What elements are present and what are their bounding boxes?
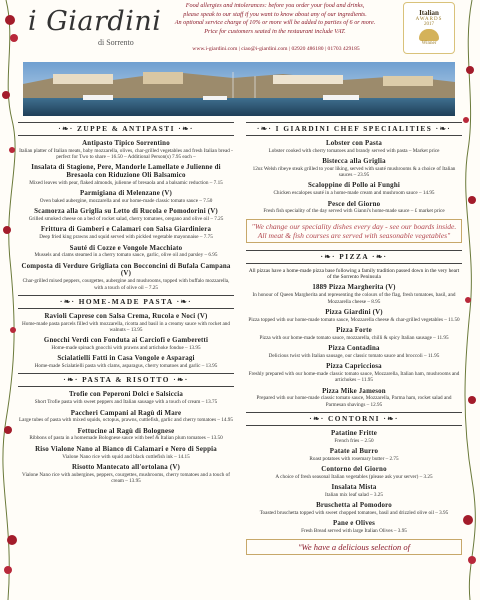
menu-item bbox=[18, 410, 234, 424]
dish-name: Ravioli Caprese con Salsa Crema, Rucola e Noci (V) bbox=[44, 312, 208, 320]
dish-name: Patate al Burro bbox=[329, 448, 379, 456]
menu-item bbox=[246, 345, 462, 359]
award-line: Italian bbox=[419, 9, 439, 17]
dish-name: Sauté di Cozze e Vongole Macchiato bbox=[69, 244, 183, 252]
menu-item bbox=[246, 430, 462, 444]
menu-item bbox=[246, 388, 462, 408]
dish-name: 1889 Pizza Margherita (V) bbox=[312, 284, 396, 292]
dish-description: Vialone Nano rice with squid and black cuttlefish ink – 14.15 bbox=[62, 453, 190, 460]
dish-name: Bistecca alla Griglia bbox=[322, 158, 386, 166]
dessert-teaser-box: "We have a delicious selection of bbox=[246, 539, 462, 555]
menu-item bbox=[246, 363, 462, 383]
dish-description: Home-made spinach gnocchi with prawns and artichoke fondue – 13.95 bbox=[51, 345, 201, 352]
section-title-pizza: ·❧· PIZZA ·❧· bbox=[246, 250, 462, 264]
dish-name: Pizza Forte bbox=[336, 326, 372, 334]
allergy-notice bbox=[146, 2, 404, 36]
dish-description: Vialone Nano rice with aubergines, peppers, courgettes, mushrooms, cherry tomatoes and a touch of cream – 13.95 bbox=[22, 471, 230, 484]
dish-name: Insalata di Stagione, Pere, Mandorle Lamellate e Julienne di Bresaola con Riduzione Oli Balsamico bbox=[31, 164, 221, 180]
menu-item bbox=[246, 466, 462, 480]
dish-name: Paccheri Campani al Ragù di Mare bbox=[70, 409, 182, 417]
menu-item bbox=[246, 448, 462, 462]
dish-name: Gnocchi Verdi con Fonduta ai Carciofi e Gamberetti bbox=[43, 337, 209, 345]
dish-description: Lobster cooked with cherry tomatoes and brandy served with pasta – Market price bbox=[268, 147, 440, 154]
dish-description: A choice of fresh seasonal Italian vegetables (please ask your server) – 3.25 bbox=[275, 473, 433, 480]
dish-description: Italian platter of Italian meats, baby mozzarella, olives, char-grilled vegetables and fresh Italian bread - perfect for Two to share – 16.50 – Additional Person(s) 7.95 each – bbox=[19, 147, 233, 161]
left-column bbox=[18, 120, 234, 488]
dish-description: Home-made Scialatielli pasta with clams, asparagus, cherry tomatoes and garlic – 13.95 bbox=[34, 363, 218, 370]
dish-name: Risotto Mantecato all'ortolana (V) bbox=[71, 463, 181, 471]
dish-description: Oven baked aubergine, mozzarella and our home-made classic tomato sauce – 7.50 bbox=[39, 198, 213, 205]
dish-description: Home-made pasta parcels filled with mozzarella, ricotta and basil in a creamy sauce with rocket and walnuts – 13.95 bbox=[22, 320, 230, 333]
dish-name: Composta di Verdure Grigliata con Bocconcini di Bufala Campana (V) bbox=[21, 262, 231, 278]
medal-icon bbox=[419, 29, 439, 41]
menu-item bbox=[18, 164, 234, 186]
menu-item bbox=[246, 158, 462, 178]
dish-name: Lobster con Pasta bbox=[325, 140, 383, 147]
dish-description: Fresh fish speciality of the day served with Gianni's home-made sauce – £ market price bbox=[263, 208, 445, 215]
dish-description: Mussels and clams steamed in a cherry tomato sauce, garlic, olive oil and parsley – 6.95 bbox=[34, 252, 218, 259]
dish-description: Roast potatoes with rosemary butter – 2.75 bbox=[309, 455, 399, 462]
menu-item bbox=[18, 337, 234, 351]
dish-description: Mixed leaves with pear, flaked almonds, julienne of bresaola and a balsamic reduction – 7.15 bbox=[29, 179, 223, 186]
notice-line: An optional service charge of 10% or more will be added to parties of 6 or more. bbox=[174, 19, 376, 27]
menu-item bbox=[18, 245, 234, 259]
section-title-zuppe: ·❧· ZUPPE & ANTIPASTI ·❧· bbox=[18, 122, 234, 136]
dish-name: Bruschetta al Pomodoro bbox=[316, 502, 392, 510]
right-column bbox=[246, 120, 462, 555]
contact-line: www.i-giardini.com | ciao@i-giardini.com | 02920 486180 | 01703 429185 bbox=[192, 46, 360, 52]
dish-description: Char-grilled mixed peppers, courgettes, aubergine and mushrooms, topped with buffalo mozzarella, with a touch of olive oil – 7.25 bbox=[22, 278, 230, 291]
dish-name: Pizza Contadina bbox=[328, 345, 380, 353]
dish-description: Delicious twist with Italian sausage, our classic tomato sauce and broccoli – 11.95 bbox=[268, 352, 440, 359]
pizza-note: All pizzas have a home-made pizza base following a family tradition passed down in the very heart of the Sorrento Peninsula bbox=[248, 267, 460, 281]
dish-description: Pizza with our home-made tomato sauce, mozzarella, chilli & spicy Italian sausage – 11.95 bbox=[259, 334, 449, 341]
menu-item bbox=[246, 201, 462, 215]
dish-name: Fettucine al Ragù di Bolognese bbox=[77, 427, 175, 435]
dish-name: Frittura di Gamberi e Calamari con Salsa Giardiniera bbox=[40, 226, 212, 234]
dish-description: French fries – 2.50 bbox=[334, 437, 374, 444]
dish-description: Freshly prepared with our home-made classic tomato sauce, Mozzarella, Italian ham, mushrooms and artichokes – 11.95 bbox=[248, 370, 460, 384]
dish-name: Scamorza alla Griglia su Letto di Rucola e Pomodorini (V) bbox=[34, 208, 218, 216]
menu-item bbox=[18, 140, 234, 160]
dish-name: Insalata Mista bbox=[331, 484, 377, 492]
dish-name: Pizza Capricciosa bbox=[326, 363, 382, 371]
menu-item bbox=[246, 284, 462, 304]
menu-item bbox=[246, 327, 462, 341]
menu-item bbox=[18, 391, 234, 405]
dish-name: Pesce del Giorno bbox=[327, 200, 381, 208]
menu-item bbox=[18, 446, 234, 460]
menu-item bbox=[246, 502, 462, 516]
dish-description: 12oz Welsh ribeye steak grilled to your liking, served with sauté mushrooms & a choice of Italian sauces – 23.95 bbox=[252, 165, 456, 179]
dish-description: Toasted bruschetta topped with sweet chopped tomatoes, basil and drizzled olive oil – 3.95 bbox=[259, 510, 449, 517]
logo-subtitle: di Sorrento bbox=[98, 38, 134, 47]
award-badge bbox=[403, 2, 455, 54]
section-title-chef-specialities: ·❧· I GIARDINI CHEF SPECIALITIES ·❧· bbox=[246, 122, 462, 136]
menu-item bbox=[18, 226, 234, 240]
dish-name: Antipasto Tipico Sorrentino bbox=[82, 140, 170, 147]
dish-description: Ribbons of pasta in a homemade Bolognese sauce with beef & Italian plum tomatoes – 13.50 bbox=[29, 435, 223, 442]
section-title-contorni: ·❧· CONTORNI ·❧· bbox=[246, 412, 462, 426]
dish-description: Fresh Bread served with large Italian Olives – 3.95 bbox=[301, 528, 407, 535]
dish-name: Scaloppine di Pollo ai Funghi bbox=[308, 182, 400, 190]
notice-line: Price for customers seated in the restaurant include VAT. bbox=[204, 27, 346, 35]
menu-item bbox=[246, 140, 462, 154]
dish-description: Chicken escalopes sauté in a home-made cream and mushroom sauce – 14.95 bbox=[273, 190, 435, 197]
dish-name: Patatine Fritte bbox=[330, 429, 378, 437]
dish-description: Pizza topped with our home-made tomato sauce, Mozzarella cheese & char-grilled vegetables – 11.50 bbox=[248, 316, 460, 323]
award-line: AWARDS bbox=[415, 17, 443, 22]
dish-description: Italian mix leaf salad – 3.25 bbox=[325, 492, 383, 499]
menu-item bbox=[18, 263, 234, 291]
menu-item bbox=[246, 484, 462, 498]
menu-item bbox=[18, 464, 234, 484]
menu-item bbox=[246, 182, 462, 196]
menu-item bbox=[18, 428, 234, 442]
menu-item bbox=[18, 355, 234, 369]
logo-name: i Giardini bbox=[28, 6, 162, 37]
notice-line: Food allergies and intolerances: before you order your food and drinks, bbox=[185, 2, 365, 9]
dish-description: In honour of Queen Margherita and representing the colours of the flag, fresh tomatoes, basil, and Mozzarella cheese – 8.95 bbox=[252, 292, 456, 305]
dish-name: Contorno del Giorno bbox=[321, 466, 387, 474]
dish-description: Short Trofie pasta with sweet peppers and Italian sausage with a touch of cream – 13.75 bbox=[34, 399, 218, 406]
dish-name: Parmigiana di Melenzane (V) bbox=[79, 190, 173, 198]
notice-line: please speak to our staff if you want to know about any of our ingredients. bbox=[183, 10, 367, 18]
menu-item bbox=[246, 520, 462, 534]
section-title-home-made-pasta: ·❧· HOME-MADE PASTA ·❧· bbox=[18, 295, 234, 309]
specials-quote: "We change our speciality dishes every day - see our boards inside. All meat & fish courses are served with seasonable vegetables" bbox=[246, 219, 462, 243]
award-line: 2017 bbox=[424, 22, 434, 27]
dish-description: Deep fried king prawns and squid served with pickled vegetable mayonnaise – 7.75 bbox=[39, 234, 213, 241]
dish-description: Prepared with our home-made classic tomato sauce, Mozzarella, Parma ham, rocket salad and Parmesan shavings – 12.95 bbox=[256, 395, 452, 408]
dish-name: Pizza Giardini (V) bbox=[325, 308, 383, 316]
award-line: Winner bbox=[421, 41, 437, 46]
menu-item bbox=[18, 313, 234, 333]
menu-item bbox=[18, 190, 234, 204]
menu-item bbox=[246, 309, 462, 323]
restaurant-logo bbox=[28, 6, 162, 54]
dish-name: Pizza Mike Jameson bbox=[322, 387, 386, 395]
dish-name: Scialatielli Fatti in Casa Vongole e Asparagi bbox=[57, 355, 195, 363]
harbour-photo bbox=[23, 62, 455, 116]
menu-item bbox=[18, 208, 234, 222]
dish-description: Grilled smoked cheese on a bed of rocket salad, cherry tomatoes, oregano and olive oil – 7.25 bbox=[28, 216, 224, 223]
dish-name: Trofie con Peperoni Dolci e Salsiccia bbox=[69, 391, 183, 399]
dish-description: Large tubes of pasta with mixed squids, octopus, prawns, cuttlefish, garlic and cherry tomatoes – 14.95 bbox=[19, 417, 233, 424]
section-title-pasta-risotto: ·❧· PASTA & RISOTTO ·❧· bbox=[18, 373, 234, 387]
dish-name: Pane e Olives bbox=[332, 520, 376, 528]
dish-name: Riso Vialone Nano al Bianco di Calamari e Nero di Seppia bbox=[35, 445, 217, 453]
